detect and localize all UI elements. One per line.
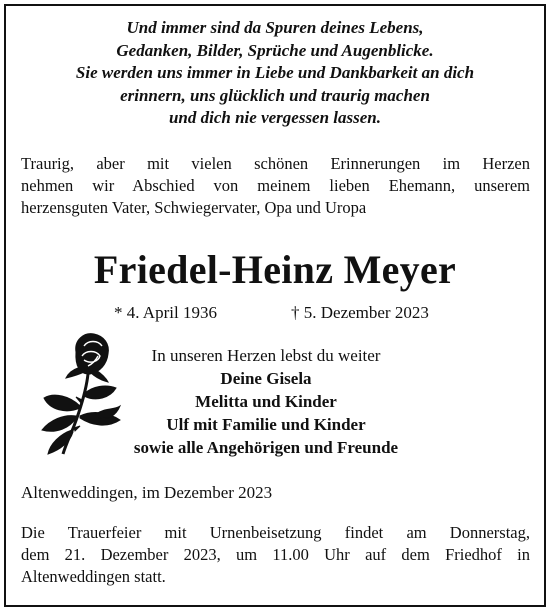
intro-line: nehmen wir Abschied von meinem lieben Ehemann, unserem	[21, 176, 530, 195]
poem	[18, 17, 532, 130]
death-date: † 5. Dezember 2023	[291, 303, 429, 322]
service-notice	[21, 522, 530, 588]
mourners-intro: In unseren Herzen lebst du weiter	[151, 346, 381, 365]
poem-line: Sie werden uns immer in Liebe und Dankbarkeit an dich	[75, 63, 475, 82]
poem-line: Und immer sind da Spuren deines Lebens,	[126, 18, 424, 37]
service-line: Altenweddingen statt.	[21, 567, 166, 586]
place-date: Altenweddingen, im Dezember 2023	[21, 483, 273, 502]
mourners	[116, 344, 416, 459]
deceased-name: Friedel-Heinz Meyer	[93, 247, 457, 292]
poem-line: Gedanken, Bilder, Sprüche und Augenblicke.	[116, 40, 434, 60]
poem-line: erinnern, uns glücklich und traurig machen	[120, 85, 430, 105]
obituary-frame	[4, 4, 546, 607]
service-line: Die Trauerfeier mit Urnenbeisetzung findet am Donnerstag,	[21, 523, 530, 542]
poem-line: und dich nie vergessen lassen.	[168, 108, 382, 127]
intro-text	[21, 153, 530, 219]
mourner-name: Deine Gisela	[220, 369, 312, 388]
birth-date: * 4. April 1936	[114, 303, 217, 322]
mourner-name: Melitta und Kinder	[195, 392, 337, 411]
intro-line: herzensguten Vater, Schwiegervater, Opa und Uropa	[21, 198, 367, 217]
intro-line: Traurig, aber mit vielen schönen Erinnerungen im Herzen	[21, 154, 530, 173]
service-line: dem 21. Dezember 2023, um 11.00 Uhr auf dem Friedhof in	[21, 545, 530, 564]
mourner-name: Ulf mit Familie und Kinder	[166, 415, 366, 434]
mourner-name: sowie alle Angehörigen und Freunde	[133, 438, 399, 457]
